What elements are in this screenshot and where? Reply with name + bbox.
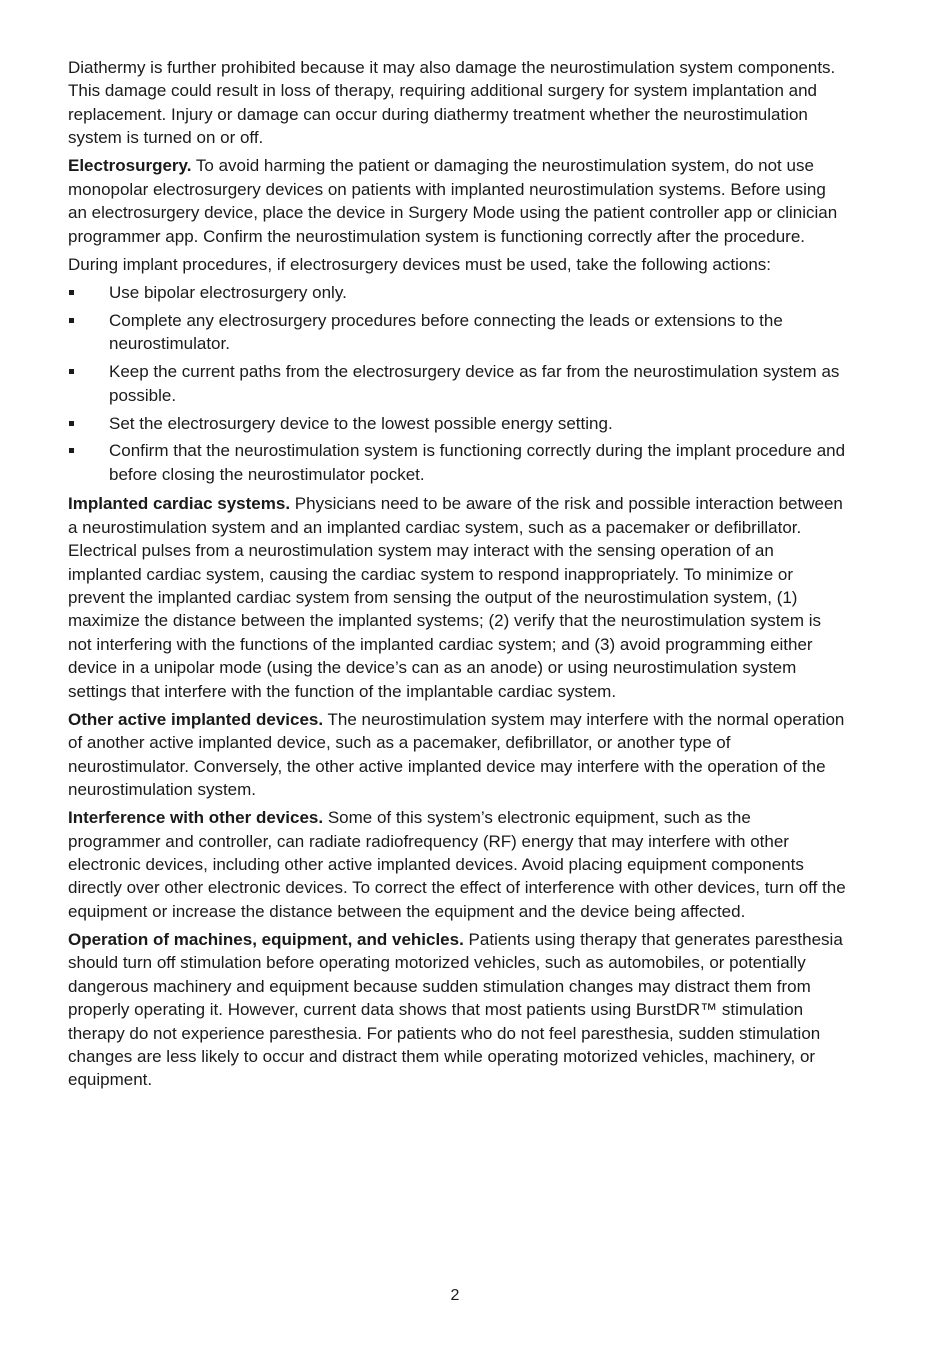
interference-text: Some of this system’s electronic equipment, such as the programmer and controller, can radiate radiofrequency (RF) energy that may interfere with other electronic devices, including other active implanted devices. Avoid placing equipment components directly over other electronic devices. To correct the effect of interference with other devices, turn off the equipment or increase the distance between the equipment and the device being affected. xyxy=(68,808,846,921)
list-item-text: Keep the current paths from the electrosurgery device as far from the neurostimulation system as possible. xyxy=(109,362,840,405)
list-item xyxy=(68,360,848,407)
interference-paragraph xyxy=(68,806,848,923)
during-implant-paragraph: During implant procedures, if electrosurgery devices must be used, take the following actions: xyxy=(68,254,772,274)
other-implanted-devices-paragraph xyxy=(68,708,848,802)
operation-heading: Operation of machines, equipment, and vehicles. xyxy=(68,930,464,949)
electrosurgery-heading: Electrosurgery. xyxy=(68,156,192,176)
electrosurgery-paragraph xyxy=(68,154,848,248)
list-item-text: Set the electrosurgery device to the lowest possible energy setting. xyxy=(109,413,613,433)
operation-text: Patients using therapy that generates paresthesia should turn off stimulation before operating motorized vehicles, such as automobiles, or potentially dangerous machinery and equipment because sudden stimulation changes may distract them from properly operating it. However, current data shows that most patients using BurstDR™ stimulation therapy do not experience paresthesia. For patients who do not feel paresthesia, sudden stimulation changes are less likely to occur and distract them while operating motorized vehicles, machinery, or equipment. xyxy=(68,930,843,1090)
list-item-text: Complete any electrosurgery procedures before connecting the leads or extensions to the neurostimulator. xyxy=(109,310,783,354)
square-bullet-icon xyxy=(69,318,74,323)
operation-paragraph xyxy=(68,928,848,1092)
square-bullet-icon xyxy=(69,290,74,295)
other-implanted-devices-text: The neurostimulation system may interfere with the normal operation of another active implanted device, such as a pacemaker, defibrillator, or another type of neurostimulator. Conversely, the other active implanted device may interfere with the operation of the neurostimulation system. xyxy=(68,709,845,799)
square-bullet-icon xyxy=(69,369,74,374)
cardiac-systems-text: Physicians need to be aware of the risk and possible interaction between a neurostimulation system and an implanted cardiac system, such as a pacemaker or defibrillator. Electrical pulses from a neurostimulation system may interact with the sensing operation of an implanted cardiac system, causing the cardiac system to respond inappropriately. To minimize or prevent the implanted cardiac system from sensing the output of the neurostimulation system, (1) maximize the distance between the implanted systems; (2) verify that the neurostimulation system is not interfering with the functions of the implanted cardiac system; and (3) avoid programming either device in a unipolar mode (using the device’s can as an anode) or using neurostimulation system settings that interfere with the function of the implantable cardiac system. xyxy=(68,494,843,701)
list-item xyxy=(68,281,848,304)
list-item xyxy=(68,309,848,356)
page-number: 2 xyxy=(450,1287,460,1304)
electrosurgery-actions-list xyxy=(68,281,848,486)
list-item xyxy=(68,412,848,435)
other-implanted-devices-heading: Other active implanted devices. xyxy=(68,709,324,729)
list-item-text: Confirm that the neurostimulation system is functioning correctly during the implant procedure and before closing the neurostimulator pocket. xyxy=(109,441,846,484)
square-bullet-icon xyxy=(69,448,74,453)
cardiac-systems-paragraph xyxy=(68,492,848,703)
square-bullet-icon xyxy=(69,421,74,426)
cardiac-systems-heading: Implanted cardiac systems. xyxy=(68,494,291,514)
document-page xyxy=(68,56,848,1097)
diathermy-paragraph: Diathermy is further prohibited because it may also damage the neurostimulation system components. This damage could result in loss of therapy, requiring additional surgery for system implantation and replacement. Injury or damage can occur during diathermy treatment whether the neurostimulation system is turned on or off. xyxy=(68,58,836,148)
list-item xyxy=(68,439,848,486)
electrosurgery-text: To avoid harming the patient or damaging the neurostimulation system, do not use monopolar electrosurgery devices on patients with implanted neurostimulation systems. Before using an electrosurgery device, place the device in Surgery Mode using the patient controller app or clinician programmer app. Confirm the neurostimulation system is functioning correctly after the procedure. xyxy=(68,156,838,246)
list-item-text: Use bipolar electrosurgery only. xyxy=(109,283,347,303)
interference-heading: Interference with other devices. xyxy=(68,808,324,828)
